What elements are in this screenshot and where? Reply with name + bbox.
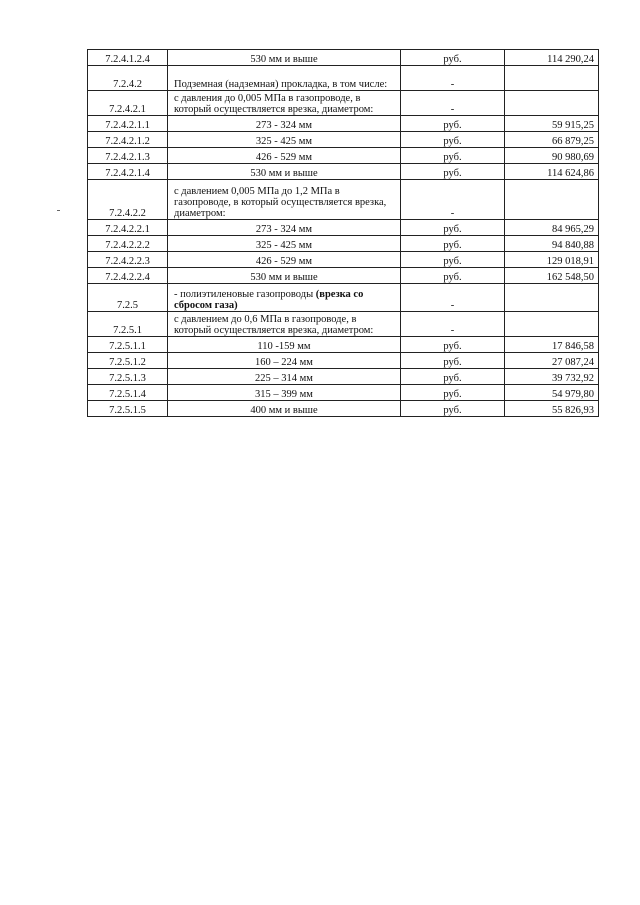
row-unit: руб.	[401, 268, 505, 284]
row-price: 90 980,69	[505, 148, 599, 164]
table-row	[88, 369, 599, 385]
row-unit: руб.	[401, 220, 505, 236]
row-unit: руб.	[401, 148, 505, 164]
row-description: с давлением 0,005 МПа до 1,2 МПа в газопроводе, в который осуществляется врезка, диаметром:	[168, 180, 401, 220]
table-row	[88, 132, 599, 148]
row-description: Подземная (надземная) прокладка, в том числе:	[168, 66, 401, 91]
row-code: 7.2.5.1.2	[88, 353, 168, 369]
row-code: 7.2.4.2.1.2	[88, 132, 168, 148]
row-price: 55 826,93	[505, 401, 599, 417]
row-description: с давлением до 0,6 МПа в газопроводе, в который осуществляется врезка, диаметром:	[168, 312, 401, 337]
row-price: 17 846,58	[505, 337, 599, 353]
row-price	[505, 91, 599, 116]
row-unit: руб.	[401, 401, 505, 417]
row-unit: руб.	[401, 50, 505, 66]
row-code: 7.2.5.1.4	[88, 385, 168, 401]
row-price	[505, 312, 599, 337]
row-price: 162 548,50	[505, 268, 599, 284]
table-row	[88, 252, 599, 268]
row-unit: руб.	[401, 385, 505, 401]
table-row	[88, 220, 599, 236]
row-price: 84 965,29	[505, 220, 599, 236]
row-code: 7.2.5.1.3	[88, 369, 168, 385]
row-unit: -	[401, 91, 505, 116]
row-description: 400 мм и выше	[168, 401, 401, 417]
row-price	[505, 284, 599, 312]
row-code: 7.2.4.2.2.2	[88, 236, 168, 252]
row-price: 114 624,86	[505, 164, 599, 180]
row-description: 325 - 425 мм	[168, 236, 401, 252]
row-price: 94 840,88	[505, 236, 599, 252]
row-unit: руб.	[401, 369, 505, 385]
row-unit: -	[401, 312, 505, 337]
table-row	[88, 50, 599, 66]
table-row	[88, 148, 599, 164]
row-description: 315 – 399 мм	[168, 385, 401, 401]
table-row	[88, 91, 599, 116]
row-code: 7.2.4.1.2.4	[88, 50, 168, 66]
scan-mark	[57, 210, 60, 211]
table-row	[88, 180, 599, 220]
row-unit: руб.	[401, 236, 505, 252]
table-row	[88, 312, 599, 337]
row-description: 273 - 324 мм	[168, 220, 401, 236]
row-unit: руб.	[401, 164, 505, 180]
row-code: 7.2.4.2.2	[88, 180, 168, 220]
row-price: 27 087,24	[505, 353, 599, 369]
row-unit: руб.	[401, 116, 505, 132]
row-price: 59 915,25	[505, 116, 599, 132]
table-row	[88, 353, 599, 369]
row-code: 7.2.4.2.1.4	[88, 164, 168, 180]
row-code: 7.2.4.2.1	[88, 91, 168, 116]
row-description: 426 - 529 мм	[168, 148, 401, 164]
row-description: 160 – 224 мм	[168, 353, 401, 369]
table-row	[88, 236, 599, 252]
table-row	[88, 401, 599, 417]
row-code: 7.2.4.2	[88, 66, 168, 91]
row-price: 114 290,24	[505, 50, 599, 66]
row-code: 7.2.5.1	[88, 312, 168, 337]
row-code: 7.2.5.1.5	[88, 401, 168, 417]
row-unit: руб.	[401, 252, 505, 268]
row-price	[505, 66, 599, 91]
row-description: 530 мм и выше	[168, 164, 401, 180]
row-unit: руб.	[401, 132, 505, 148]
row-description: 325 - 425 мм	[168, 132, 401, 148]
table-row	[88, 66, 599, 91]
row-description-prefix: - полиэтиленовые газопроводы	[174, 289, 316, 300]
row-code: 7.2.4.2.2.1	[88, 220, 168, 236]
row-unit: руб.	[401, 353, 505, 369]
tariff-table	[87, 49, 599, 417]
row-description: с давления до 0,005 МПа в газопроводе, в который осуществляется врезка, диаметром:	[168, 91, 401, 116]
row-description: 273 - 324 мм	[168, 116, 401, 132]
table-row	[88, 284, 599, 312]
row-unit: -	[401, 284, 505, 312]
row-code: 7.2.4.2.1.3	[88, 148, 168, 164]
table-row	[88, 164, 599, 180]
row-price	[505, 180, 599, 220]
table-row	[88, 116, 599, 132]
row-price: 39 732,92	[505, 369, 599, 385]
row-unit: -	[401, 180, 505, 220]
row-unit: -	[401, 66, 505, 91]
row-description: 110 -159 мм	[168, 337, 401, 353]
table-row	[88, 337, 599, 353]
table-row	[88, 385, 599, 401]
row-description: 530 мм и выше	[168, 268, 401, 284]
row-description	[168, 284, 401, 312]
row-code: 7.2.4.2.2.3	[88, 252, 168, 268]
row-unit: руб.	[401, 337, 505, 353]
row-price: 66 879,25	[505, 132, 599, 148]
row-code: 7.2.5.1.1	[88, 337, 168, 353]
row-description: 426 - 529 мм	[168, 252, 401, 268]
table-row	[88, 268, 599, 284]
row-price: 129 018,91	[505, 252, 599, 268]
row-description: 225 – 314 мм	[168, 369, 401, 385]
row-description: 530 мм и выше	[168, 50, 401, 66]
row-price: 54 979,80	[505, 385, 599, 401]
row-code: 7.2.4.2.2.4	[88, 268, 168, 284]
row-code: 7.2.5	[88, 284, 168, 312]
row-code: 7.2.4.2.1.1	[88, 116, 168, 132]
row-description-bold: (врезка со сбросом газа)	[174, 289, 364, 311]
